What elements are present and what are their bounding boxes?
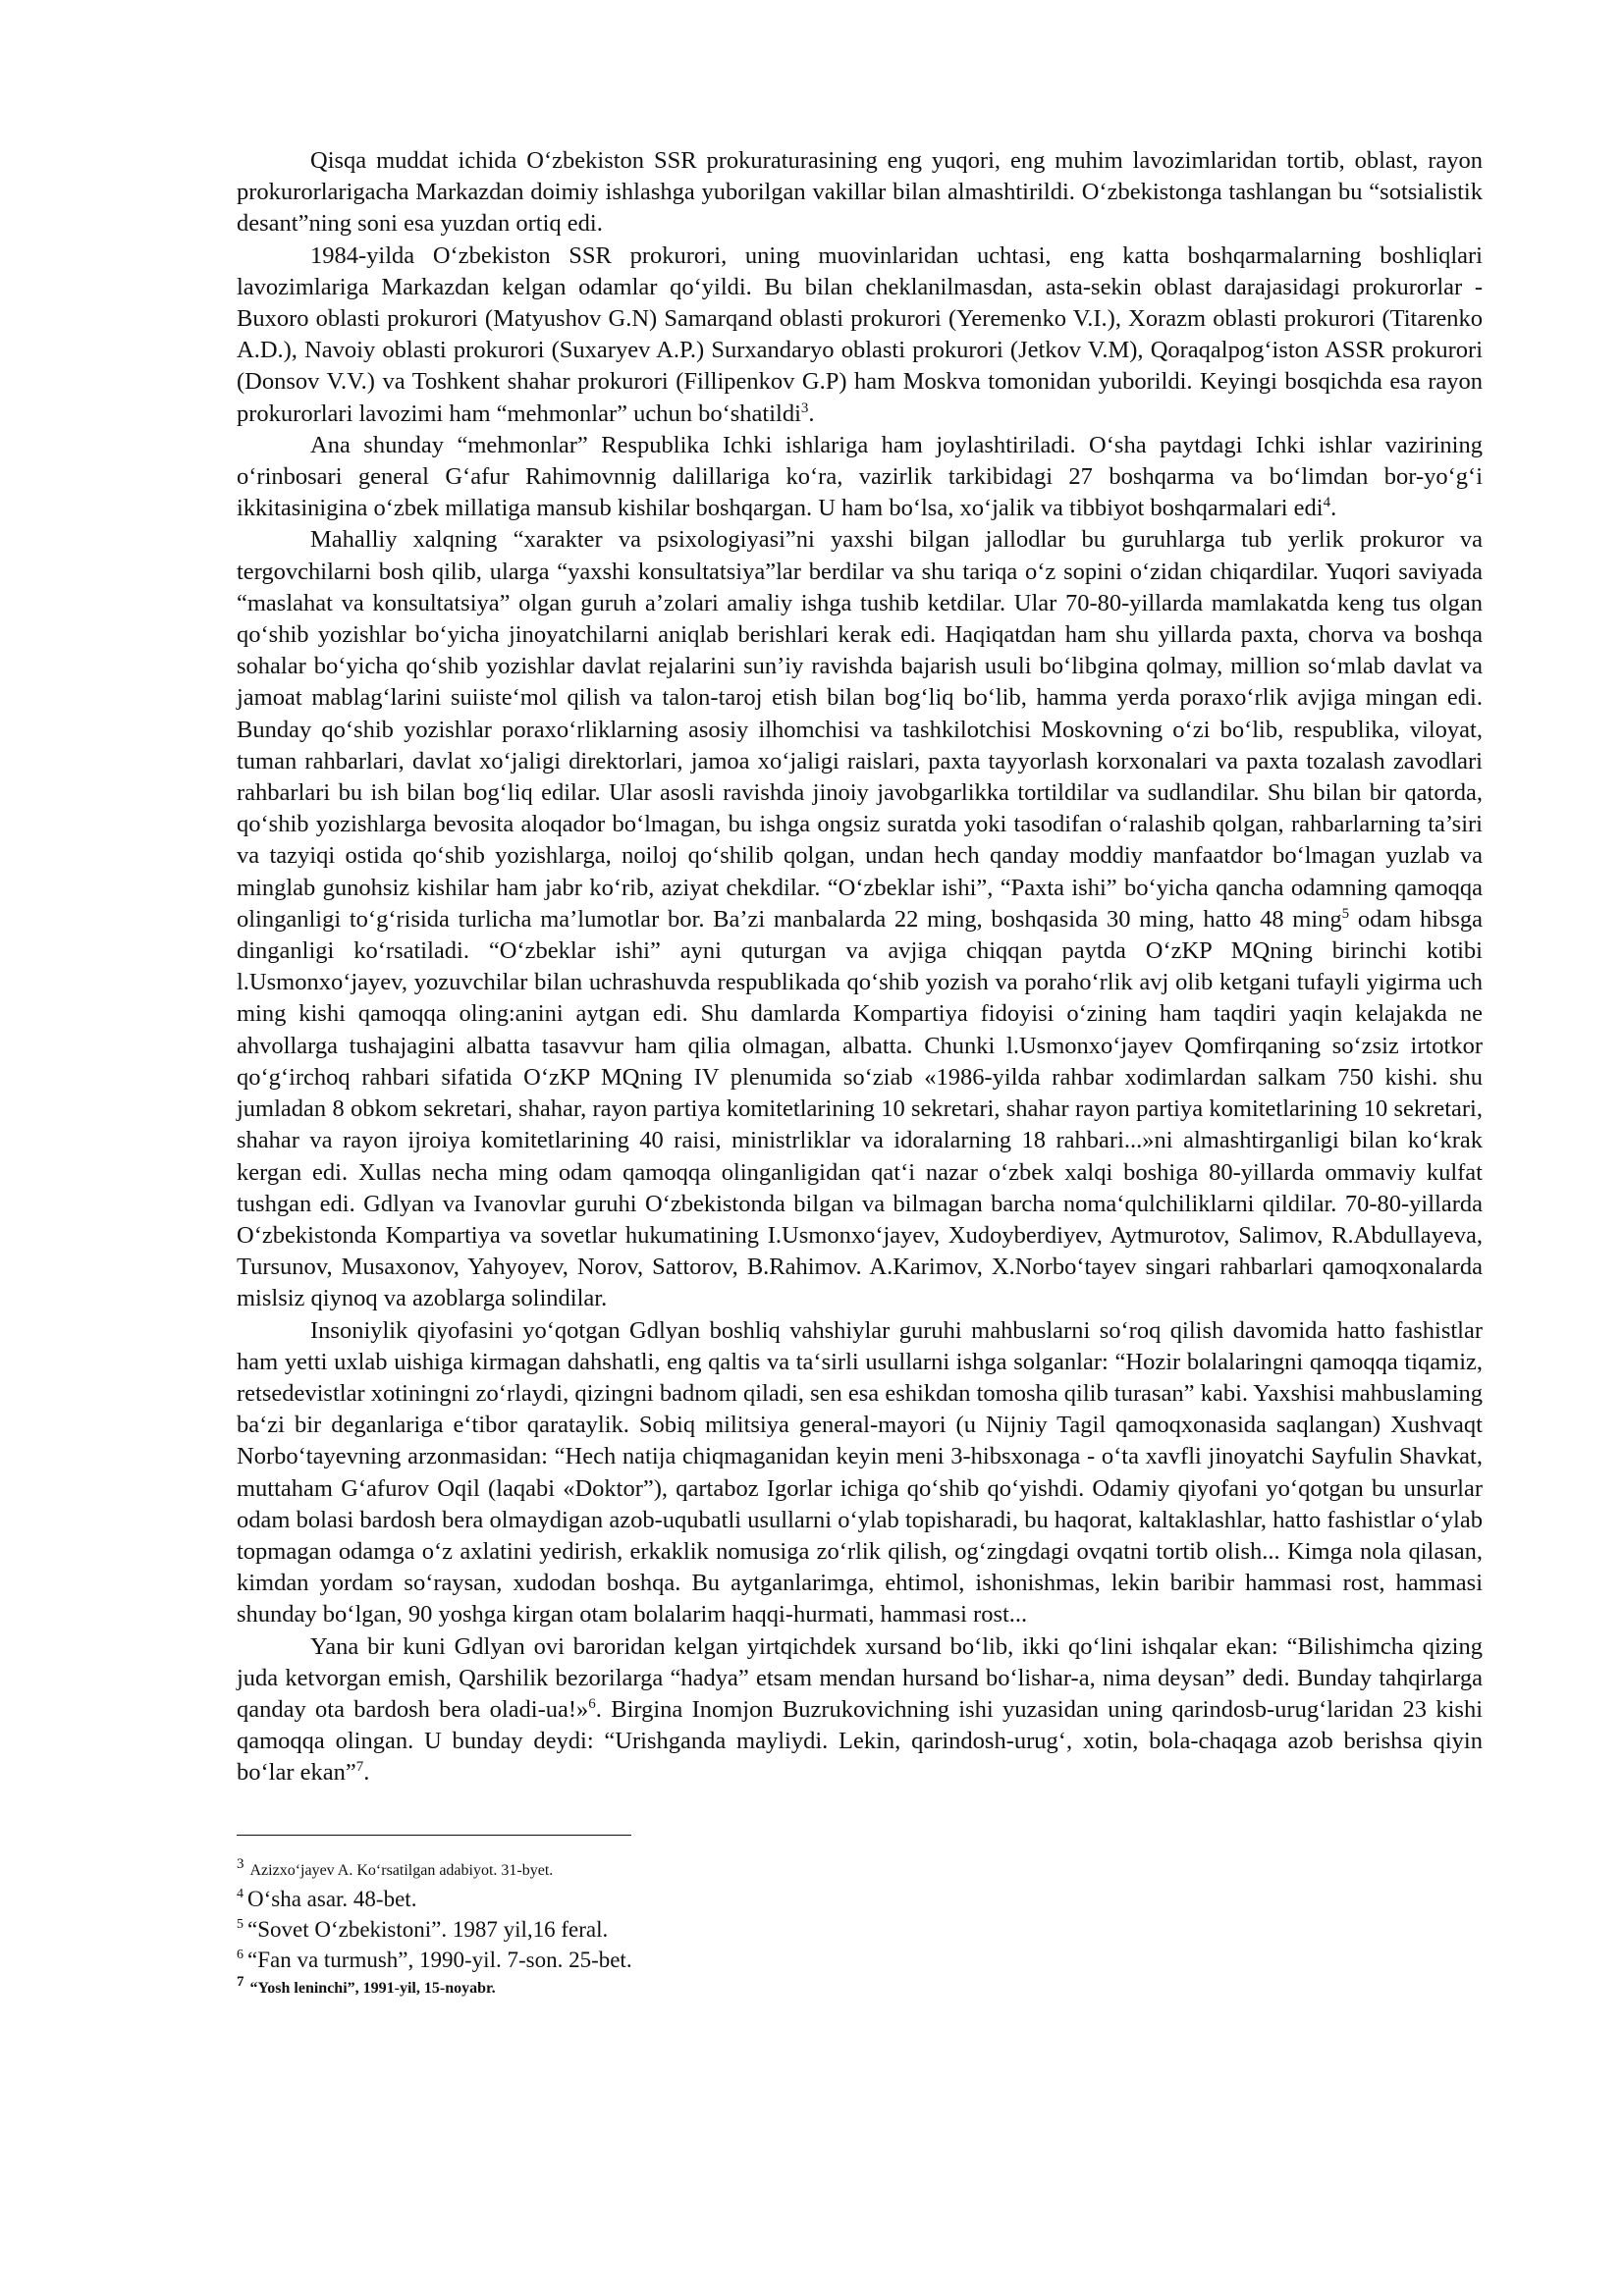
footnote-mark: 7	[237, 1974, 244, 1991]
footnote-mark: 5	[237, 1916, 244, 1932]
paragraph-2-text: 1984-yilda O‘zbekiston SSR prokurori, uning muovinlaridan uchtasi, eng katta boshqarmalarning boshliqlari lavozimlariga Markazdan kelgan odamlar qo‘yildi. Bu bilan cheklanilmasdan, asta-sekin oblast darajasidagi prokurorlar - Buxoro oblasti prokurori (Matyushov G.N) Samarqand oblasti prokurori (Yeremenko V.I.), Xorazm oblasti prokurori (Titarenko A.D.), Navoiy oblasti prokurori (Suxaryev A.P.) Surxandaryo oblasti prokurori (Jetkov V.M), Qoraqalpog‘iston ASSR prokurori (Donsov V.V.) va Toshkent shahar prokurori (Fillipenkov G.P) ham Moskva tomonidan yuborildi. Keyingi bosqichda esa rayon prokurorlari lavozimi ham “mehmonlar” uchun bo‘shatildi	[237, 241, 1483, 427]
footnote-4	[237, 1884, 1483, 1914]
paragraph-2-tail: .	[808, 400, 815, 427]
paragraph-6-text: Yana bir kuni Gdlyan ovi baroridan kelgan yirtqichdek xursand bo‘lib, ikki qo‘lini ishqalar ekan: “Bilishimcha qizing juda ketvorgan emish, Qarshilik bezorilarga “hadya” etsam mendan hursand bo‘lishar-a, nima deysan” dedi. Bunday tahqirlarga qanday ota bardosh bera oladi-ua!»	[237, 1632, 1483, 1723]
paragraph-4-tail: odam hibsga dinganligi ko‘rsatiladi. “O‘zbeklar ishi” ayni quturgan va avjiga chiqqan paytda O‘zKP MQning birinchi kotibi l.Usmonxo‘jayev, yozuvchilar bilan uchrashuvda respublikada qo‘shib yozish va poraho‘rlik avj olib ketgani tufayli yigirma uch ming kishi qamoqqa oling:anini aytgan edi. Shu damlarda Kompartiya fidoyisi o‘zining ham taqdiri yaqin kelajakda ne ahvollarga tushajagini albatta tasavvur ham qilia olmagan, albatta. Chunki l.Usmonxo‘jayev Qomfirqaning so‘zsiz irtotkor qo‘g‘irchoq rahbari sifatida O‘zKP MQning IV plenumida so‘ziab «1986-yilda rahbar xodimlardan salkam 750 kishi. shu jumladan 8 obkom sekretari, shahar, rayon partiya komitetlarining 10 sekretari, shahar rayon partiya komitetlarining 10 sekretari, shahar va rayon ijroiya komitetlarining 40 raisi, ministrliklar va idoralarning 18 rahbari...»ni almashtirganligi bilan ko‘krak kergan edi. Xullas necha ming odam qamoqqa olinganligidan qat‘i nazar o‘zbek xalqi boshiga 80-yillarda ommaviy kulfat tushgan edi. Gdlyan va Ivanovlar guruhi O‘zbekistonda bilgan va bilmagan barcha noma‘qulchiliklarni qildilar. 70-80-yillarda O‘zbekistonda Kompartiya va sovetlar hukumatining I.Usmonxo‘jayev, Xudoyberdiyev, Aytmurotov, Salimov, R.Abdullayeva, Tursunov, Musaxonov, Yahyoyev, Norov, Sattorov, B.Rahimov. A.Karimov, X.Norbo‘tayev singari rahbarlari qamoqxonalarda mislsiz qiynoq va azoblarga solindilar.	[237, 905, 1483, 1312]
footnote-mark: 6	[237, 1947, 244, 1962]
paragraph-3-text: Ana shunday “mehmonlar” Respublika Ichki ishlariga ham joylashtiriladi. O‘sha paytdagi Ichki ishlar vazirining o‘rinbosari general G‘afur Rahimovnnig dalillariga ko‘ra, vazirlik tarkibidagi 27 boshqarma va bo‘limdan bor-yo‘g‘i ikkitasinigina o‘zbek millatiga mansub kishilar boshqargan. U ham bo‘lsa, xo‘jalik va tibbiyot boshqarmalari edi	[237, 431, 1483, 522]
footnote-ref-6[interactable]: 6	[588, 1695, 596, 1712]
paragraph-5	[237, 1315, 1483, 1631]
paragraph-1	[237, 145, 1483, 240]
footnote-ref-7[interactable]: 7	[355, 1759, 364, 1776]
footnote-7	[237, 1975, 1483, 2002]
footnote-text: “Sovet O‘zbekistoni”. 1987 yil,16 feral.	[247, 1916, 609, 1942]
footnote-ref-4[interactable]: 4	[1323, 495, 1331, 511]
paragraph-4-text: Mahalliy xalqning “xarakter va psixologiyasi”ni yaxshi bilgan jallodlar bu guruhlarga tub yerlik prokuror va tergovchilarni bosh qilib, ularga “yaxshi konsultatsiya”lar berdilar va shu tariqa o‘z sopini o‘zidan chiqardilar. Yuqori saviyada “maslahat va konsultatsiya” olgan guruh a’zolari amaliy ishga tushib ketdilar. Ular 70-80-yillarda mamlakatda keng tus olgan qo‘shib yozishlar bo‘yicha jinoyatchilarni aniqlab berishlari kerak edi. Haqiqatdan ham shu yillarda paxta, chorva va boshqa sohalar bo‘yicha qo‘shib yozishlar davlat rejalarini sun’iy ravishda bajarish usuli bo‘libgina qolmay, million so‘mlab davlat va jamoat mablag‘larini suiiste‘mol qilish va talon-taroj etish bilan bog‘liq bo‘lib, hamma yerda poraxo‘rlik avjiga mingan edi. Bunday qo‘shib yozishlar poraxo‘rliklarning asosiy ilhomchisi va tashkilotchisi Moskovning o‘zi bo‘lib, respublika, viloyat, tuman rahbarlari, davlat xo‘jaligi direktorlari, jamoa xo‘jaligi raislari, paxta tayyorlash korxonalari va paxta tozalash zavodlari rahbarlari bu ish bilan bog‘liq edilar. Ular asosli ravishda jinoiy javobgarlikka tortildilar va sudlandilar. Shu bilan bir qatorda, qo‘shib yozishlarga bevosita aloqador bo‘lmagan, bu ishga ongsiz suratda yoki tasodifan o‘ralashib qolgan, rahbarlarning ta’siri va tazyiqi ostida qo‘shib yozishlarga, noiloj qo‘shilib qolgan, undan hech qanday moddiy manfaatdor bo‘lmagan yuzlab va minglab gunohsiz kishilar ham jabr ko‘rib, aziyat chekdilar. “O‘zbeklar ishi”, “Paxta ishi” bo‘yicha qancha odamning qamoqqa olinganligi to‘g‘risida turlicha ma’lumotlar bor. Ba’zi manbalarda 22 ming, boshqasida 30 ming, hatto 48 ming	[237, 526, 1483, 933]
document-page	[237, 145, 1483, 2002]
paragraph-3-tail: .	[1330, 495, 1337, 522]
paragraph-6	[237, 1631, 1483, 1789]
paragraph-1-text: Qisqa muddat ichida O‘zbekiston SSR prokuraturasining eng yuqori, eng muhim lavozimlaridan tortib, oblast, rayon prokurorlarigacha Markazdan doimiy ishlashga yuborilgan vakillar bilan almashtirildi. O‘zbekistonga tashlangan bu “sotsialistik desant”ning soni esa yuzdan ortiq edi.	[237, 147, 1483, 238]
paragraph-5-text: Insoniylik qiyofasini yo‘qotgan Gdlyan boshliq vahshiylar guruhi mahbuslarni so‘roq qilish davomida hatto fashistlar ham yetti uxlab uishiga kirmagan dahshatli, eng qaltis va ta‘sirli usullarni ishga solganlar: “Hozir bolalaringni qamoqqa tiqamiz, retsedevistlar xotiningni zo‘rlaydi, qizingni badnom qiladi, sen esa eshikdan tomosha qilib turasan” kabi. Yaxshisi mahbuslaming ba‘zi bir deganlariga e‘tibor qarataylik. Sobiq militsiya general-mayori (u Nijniy Tagil qamoqxonasida saqlangan) Xushvaqt Norbo‘tayevning arzonmasidan: “Hech natija chiqmaganidan keyin meni 3-hibsxonaga - o‘ta xavfli jinoyatchi Sayfulin Shavkat, muttaham G‘afurov Oqil (laqabi «Doktor”), qartaboz Igorlar ichiga qo‘shib qo‘yishdi. Odamiy qiyofani yo‘qotgan bu unsurlar odam bolasi bardosh bera olmaydigan azob-uqubatli usullarni o‘ylab topisharadi, bu haqorat, kaltaklashlar, hatto fashistlar o‘ylab topmagan odamga o‘z axlatini yedirish, erkaklik nomusiga zo‘rlik qilish, og‘zingdagi ovqatni tortib olish... Kimga nola qilasan, kimdan yordam so‘raysan, xudodan boshqa. Bu aytganlarimga, ehtimol, ishonishmas, lekin baribir hammasi rost, hammasi shunday bo‘lgan, 90 yoshga kirgan otam bolalarim haqqi-hurmati, hammasi rost...	[237, 1316, 1483, 1629]
footnote-6	[237, 1945, 1483, 1975]
paragraph-4	[237, 524, 1483, 1314]
footnote-mark: 4	[237, 1886, 244, 1901]
footnote-text: “Fan va turmush”, 1990-yil. 7-son. 25-bet.	[247, 1947, 632, 1972]
footnote-5	[237, 1914, 1483, 1945]
footnote-text: Azizxo‘jayev A. Ko‘rsatilgan adabiyot. 31-byet.	[249, 1861, 554, 1879]
paragraph-3	[237, 430, 1483, 525]
footnote-text: O‘sha asar. 48-bet.	[247, 1886, 417, 1911]
footnote-separator	[237, 1835, 631, 1836]
footnote-3	[237, 1857, 1483, 1884]
footnote-text: “Yosh leninchi”, 1991-yil, 15-noyabr.	[249, 1979, 496, 1997]
footnote-mark: 3	[237, 1856, 244, 1873]
footnote-ref-3[interactable]: 3	[800, 400, 809, 416]
paragraph-6-tail2: .	[363, 1759, 370, 1787]
footnote-ref-5[interactable]: 5	[1341, 905, 1350, 922]
paragraph-6-tail: . Birgina Inomjon Buzrukovichning ishi yuzasidan uning qarindosb-urug‘laridan 23 kishi qamoqqa olingan. U bunday deydi: “Urishganda mayliydi. Lekin, qarindosh-urug‘, xotin, bola-chaqaga azob berishsa qiyin bo‘lar ekan”	[237, 1695, 1483, 1787]
paragraph-2	[237, 240, 1483, 430]
